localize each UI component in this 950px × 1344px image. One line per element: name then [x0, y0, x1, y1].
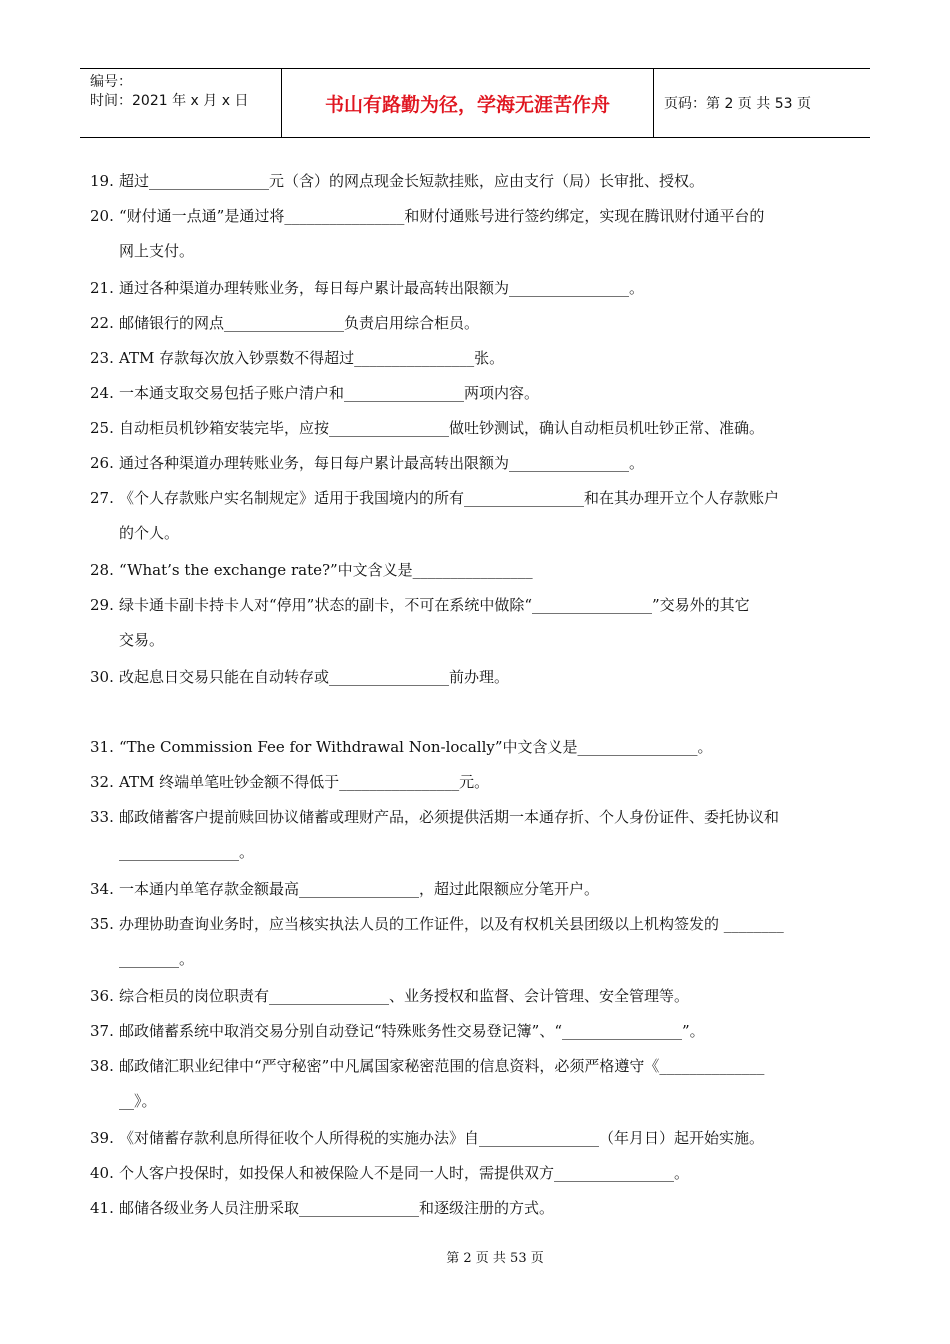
question-continuation: 交易。: [119, 631, 165, 649]
question-number: 21.: [90, 279, 114, 297]
question-number: 37.: [90, 1022, 114, 1040]
question-number: 40.: [90, 1164, 114, 1182]
question-number: 28.: [90, 561, 114, 579]
question-number: 27.: [90, 489, 114, 507]
question-text: 办理协助查询业务时，应当核实执法人员的工作证件，以及有权机关县团级以上机构签发的 ________: [119, 915, 784, 933]
question-number: 19.: [90, 172, 114, 190]
question-item: [90, 986, 860, 1006]
question-text: ATM 终端单笔吐钞金额不得低于________________元。: [119, 773, 490, 791]
question-item: [90, 737, 860, 757]
question-text: “The Commission Fee for Withdrawal Non-locally”中文含义是________________。: [119, 738, 713, 756]
question-text: 个人客户投保时，如投保人和被保险人不是同一人时，需提供双方________________。: [119, 1164, 690, 1182]
question-number: 34.: [90, 880, 114, 898]
header-meta: [80, 69, 282, 137]
question-text: 一本通支取交易包括子账户清户和________________两项内容。: [119, 384, 540, 402]
question-number: 25.: [90, 419, 114, 437]
question-item: [90, 348, 860, 368]
question-text: 一本通内单笔存款金额最高________________，超过此限额应分笔开户。: [119, 880, 600, 898]
question-item: [90, 1163, 860, 1183]
question-number: 29.: [90, 596, 114, 614]
question-item: [90, 1198, 860, 1218]
page-header: [80, 68, 870, 138]
question-item: [90, 1056, 860, 1110]
question-item: [90, 914, 860, 968]
question-text: 超过________________元（含）的网点现金长短款挂账，应由支行（局）长审批、授权。: [119, 172, 705, 190]
question-item: [90, 560, 860, 580]
question-text: ATM 存款每次放入钞票数不得超过________________张。: [119, 349, 505, 367]
question-item: [90, 595, 860, 649]
question-item: [90, 807, 860, 861]
question-item: [90, 667, 860, 687]
question-text: 邮政储蓄系统中取消交易分别自动登记“特殊账务性交易登记簿”、“________________”。: [119, 1022, 705, 1040]
question-item: [90, 879, 860, 899]
question-text: 改起息日交易只能在自动转存或________________前办理。: [119, 668, 510, 686]
question-item: [90, 1021, 860, 1041]
question-item: [90, 488, 860, 542]
question-continuation: ________。: [119, 950, 195, 968]
question-continuation: __》。: [119, 1092, 157, 1110]
question-text: 《个人存款账户实名制规定》适用于我国境内的所有________________和在其办理开立个人存款账户: [119, 489, 780, 507]
question-text: 通过各种渠道办理转账业务，每日每户累计最高转出限额为________________。: [119, 454, 645, 472]
question-item: [90, 1128, 860, 1148]
question-number: 30.: [90, 668, 114, 686]
question-text: 通过各种渠道办理转账业务，每日每户累计最高转出限额为________________。: [119, 279, 645, 297]
question-number: 23.: [90, 349, 114, 367]
question-number: 39.: [90, 1129, 114, 1147]
motto: 书山有路勤为径，学海无涯苦作舟: [282, 69, 654, 137]
question-item: [90, 418, 860, 438]
question-text: 绿卡通卡副卡持卡人对“停用”状态的副卡，不可在系统中做除“________________”交易外的其它: [119, 596, 750, 614]
question-number: 35.: [90, 915, 114, 933]
question-text: 邮储各级业务人员注册采取________________和逐级注册的方式。: [119, 1199, 555, 1217]
question-number: 33.: [90, 808, 114, 826]
question-text: 综合柜员的岗位职责有________________、业务授权和监督、会计管理、安全管理等。: [119, 987, 690, 1005]
question-number: 31.: [90, 738, 114, 756]
page-footer: 第 2 页 共 53 页: [446, 1251, 544, 1266]
question-number: 36.: [90, 987, 114, 1005]
question-text: 邮政储蓄客户提前赎回协议储蓄或理财产品，必须提供活期一本通存折、个人身份证件、委托协议和: [119, 808, 780, 826]
question-text: 邮储银行的网点________________负责启用综合柜员。: [119, 314, 480, 332]
question-number: 38.: [90, 1057, 114, 1075]
question-item: [90, 206, 860, 260]
question-item: [90, 171, 860, 191]
question-text: 《对储蓄存款利息所得征收个人所得税的实施办法》自________________（年月日）起开始实施。: [119, 1129, 765, 1147]
question-text: 邮政储汇职业纪律中“严守秘密”中凡属国家秘密范围的信息资料，必须严格遵守《______________: [119, 1057, 765, 1075]
question-item: [90, 313, 860, 333]
question-text: “财付通一点通”是通过将________________和财付通账号进行签约绑定，实现在腾讯财付通平台的: [119, 207, 765, 225]
page-indicator: 页码：第 2 页 共 53 页: [664, 96, 811, 112]
question-item: [90, 772, 860, 792]
question-continuation: ________________。: [119, 843, 255, 861]
question-number: 26.: [90, 454, 114, 472]
question-text: 自动柜员机钞箱安装完毕，应按________________做吐钞测试，确认自动柜员机吐钞正常、准确。: [119, 419, 765, 437]
question-number: 32.: [90, 773, 114, 791]
question-text: “What’s the exchange rate?”中文含义是________________: [119, 561, 533, 579]
question-continuation: 的个人。: [119, 524, 180, 542]
question-number: 41.: [90, 1199, 114, 1217]
question-number: 20.: [90, 207, 114, 225]
question-number: 24.: [90, 384, 114, 402]
time-label: 时间：2021 年 x 月 x 日: [90, 93, 249, 109]
question-item: [90, 278, 860, 298]
question-item: [90, 453, 860, 473]
question-number: 22.: [90, 314, 114, 332]
question-continuation: 网上支付。: [119, 242, 195, 260]
code-label: 编号：: [90, 74, 132, 90]
question-item: [90, 383, 860, 403]
